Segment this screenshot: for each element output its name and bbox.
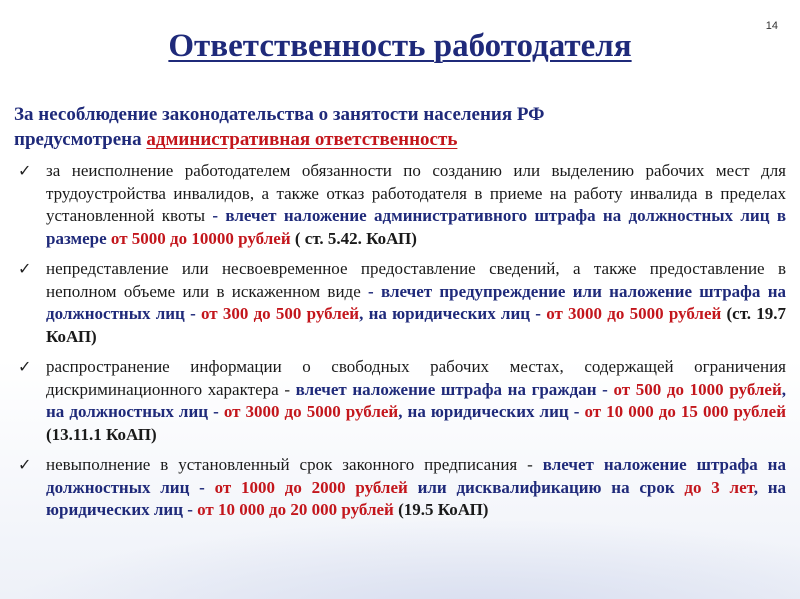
check-icon: ✓ bbox=[18, 259, 32, 278]
check-icon: ✓ bbox=[18, 455, 32, 474]
list-item bbox=[16, 356, 786, 446]
text-segment-blue: , на юридических лиц - bbox=[398, 402, 585, 421]
text-segment-red: от 3000 до 5000 рублей bbox=[546, 304, 722, 323]
list-item bbox=[16, 258, 786, 348]
text-segment-red: от 10 000 до 15 000 рублей bbox=[584, 402, 786, 421]
text-segment-blue: или дисквалификацию на срок bbox=[407, 477, 685, 497]
subtitle bbox=[14, 102, 774, 152]
text-segment-blue: влечет наложение штрафа на должностных лиц - bbox=[46, 455, 786, 497]
text-segment-blue: , на юридических лиц - bbox=[46, 477, 786, 519]
text-segment-plain: невыполнение в установленный срок законного предписания - bbox=[46, 455, 543, 474]
text-segment-blue: - влечет предупреждение или наложение штрафа на должностных лиц - bbox=[46, 281, 786, 323]
text-segment-blue: , на должностных лиц - bbox=[46, 379, 787, 421]
text-segment-black: (ст. 19.7 КоАП) bbox=[46, 304, 787, 346]
text-segment-red: от 300 до 500 рублей bbox=[200, 304, 360, 323]
text-segment-red: от 500 до 1000 рублей bbox=[613, 379, 782, 399]
list-item bbox=[16, 454, 786, 522]
background-wave bbox=[0, 519, 800, 599]
text-segment-red: от 10 000 до 20 000 рублей bbox=[197, 500, 394, 519]
text-segment-red: до 3 лет bbox=[684, 477, 754, 497]
subtitle-line-1: За несоблюдение законодательства о занятости населения РФ bbox=[14, 104, 545, 125]
text-segment-red: от 5000 до 10000 рублей bbox=[110, 228, 291, 248]
page-title bbox=[0, 28, 800, 65]
text-segment-blue: влечет наложение штрафа на граждан - bbox=[295, 379, 614, 399]
text-segment-blue: , на юридических лиц - bbox=[359, 304, 547, 323]
penalty-list bbox=[16, 160, 786, 530]
text-segment-blue: - влечет наложение административного штрафа на должностных лиц в размере bbox=[46, 206, 787, 248]
text-segment-black: (13.11.1 КоАП) bbox=[46, 424, 157, 444]
text-segment-plain: за неисполнение работодателем обязанности по созданию или выделению рабочих мест для трудоустройства инвалидов, а также отказ работодателя в приеме на работу инвалида в пределах установленной квоты bbox=[46, 161, 786, 225]
text-segment-red: от 1000 до 2000 рублей bbox=[214, 477, 408, 497]
check-icon: ✓ bbox=[18, 357, 32, 376]
subtitle-line-2 bbox=[14, 127, 774, 152]
text-segment-black: ( ст. 5.42. КоАП) bbox=[290, 228, 417, 248]
check-icon: ✓ bbox=[18, 161, 32, 180]
list-item bbox=[16, 160, 786, 250]
subtitle-highlight: административная ответственность bbox=[146, 129, 458, 150]
text-segment-plain: распространение информации о свободных рабочих местах, содержащей ограничения дискриминационного характера - bbox=[46, 357, 786, 399]
page-number: 14 bbox=[765, 20, 778, 32]
page-title-text: Ответственность работодателя bbox=[168, 28, 632, 64]
text-segment-black: (19.5 КоАП) bbox=[393, 500, 489, 519]
text-segment-red: от 3000 до 5000 рублей bbox=[223, 402, 399, 421]
subtitle-prefix: предусмотрена bbox=[14, 129, 147, 150]
text-segment-plain: непредставление или несвоевременное предоставление сведений, а также предоставление в неполном объеме или в искаженном виде bbox=[46, 259, 786, 301]
